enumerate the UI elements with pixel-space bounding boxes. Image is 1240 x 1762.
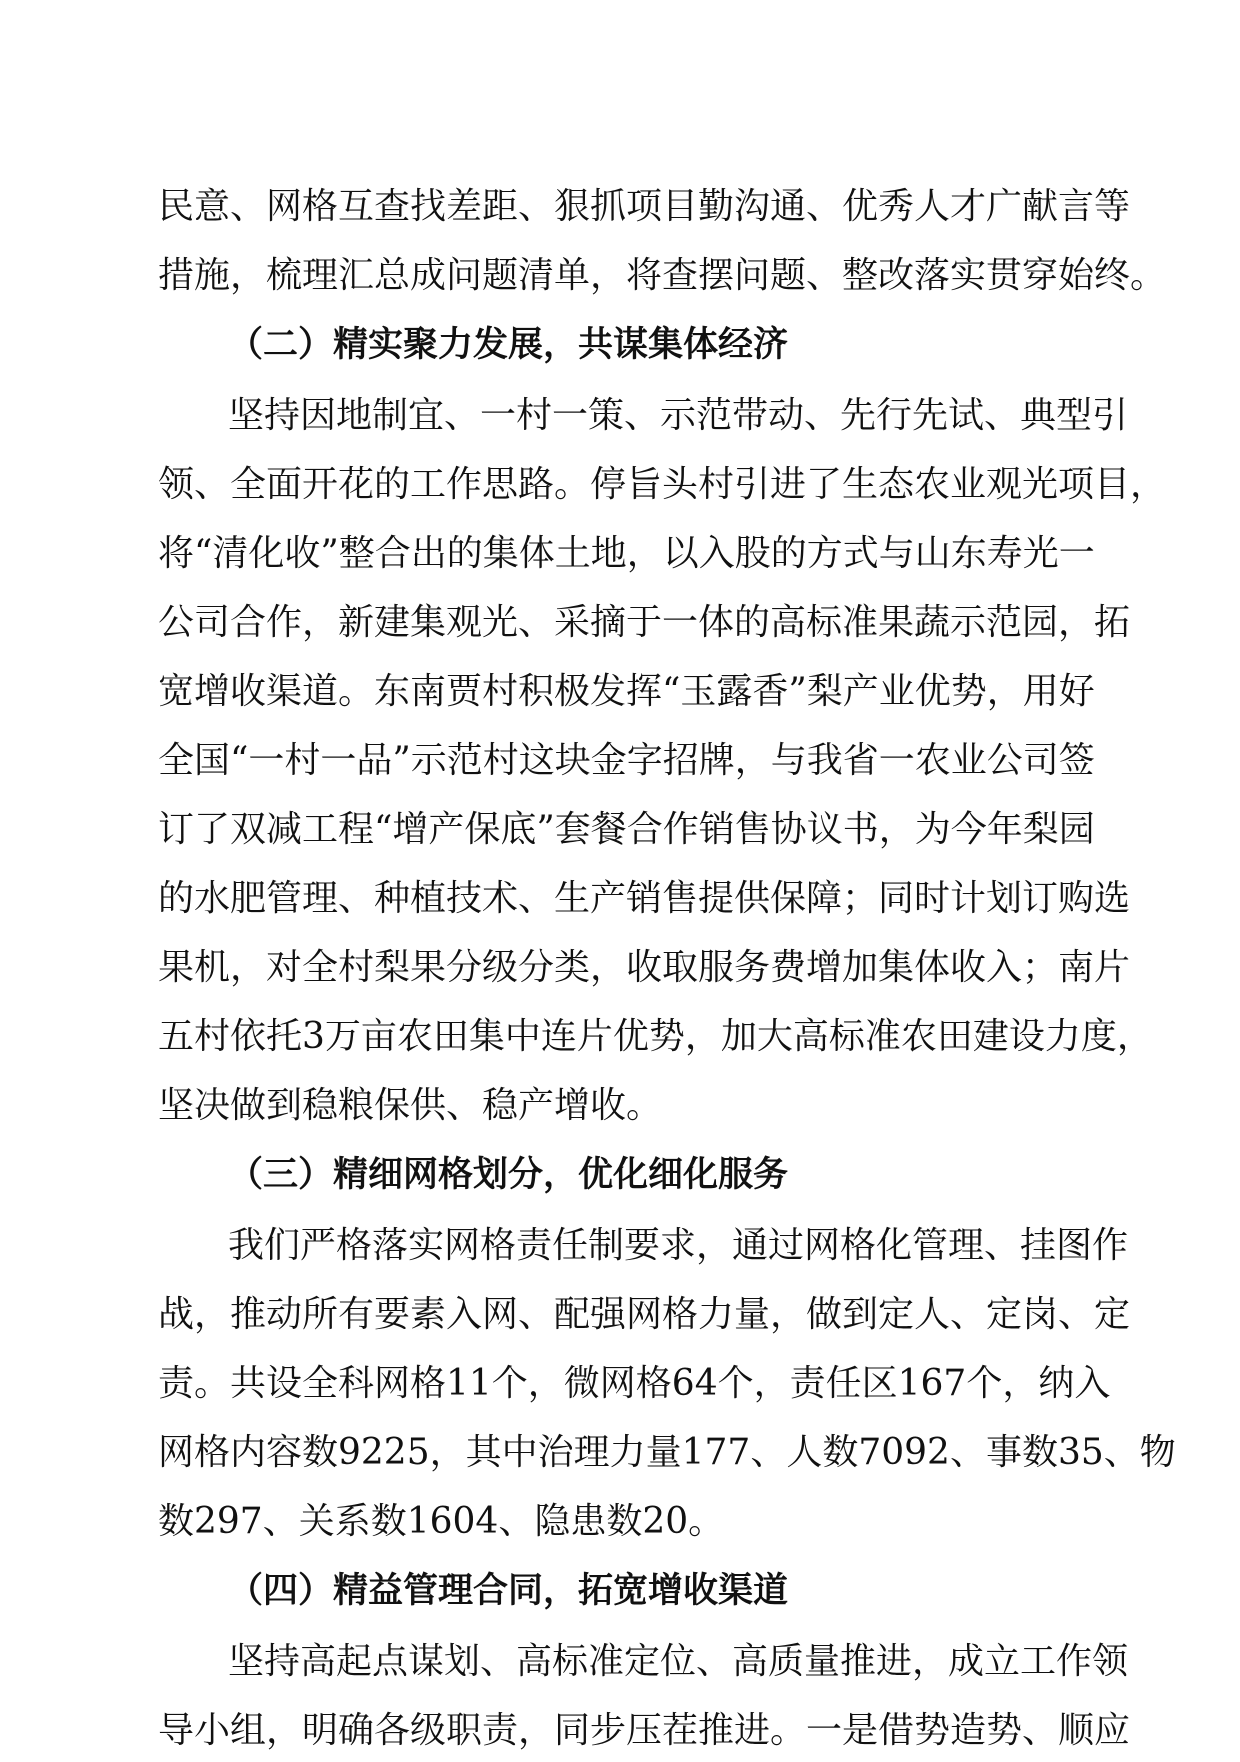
section-heading-3: （三）精细网格划分，优化细化服务 (228, 1155, 789, 1195)
paragraph-line: 五村依托3万亩农田集中连片优势，加大高标准农田建设力度， (158, 1016, 1153, 1057)
paragraph-line: 导小组，明确各级职责，同步压茬推进。一是借势造势、顺应 (158, 1710, 1131, 1751)
paragraph-line: 数297、关系数1604、隐患数20。 (158, 1501, 725, 1542)
paragraph-line: 责。共设全科网格11个，微网格64个，责任区167个，纳入 (158, 1363, 1111, 1404)
paragraph-line: 坚持高起点谋划、高标准定位、高质量推进，成立工作领 (228, 1641, 1129, 1682)
paragraph-line: 将“清化收”整合出的集体土地，以入股的方式与山东寿光一 (158, 533, 1095, 574)
paragraph-line: 网格内容数9225，其中治理力量177、人数7092、事数35、物 (158, 1432, 1176, 1473)
paragraph-line: 民意、网格互查找差距、狠抓项目勤沟通、优秀人才广献言等 (158, 186, 1131, 227)
paragraph-line: 我们严格落实网格责任制要求，通过网格化管理、挂图作 (228, 1225, 1129, 1266)
paragraph-line: 措施，梳理汇总成问题清单，将查摆问题、整改落实贯穿始终。 (158, 255, 1167, 296)
paragraph-line: 公司合作，新建集观光、采摘于一体的高标准果蔬示范园，拓 (158, 602, 1131, 643)
paragraph-line: 宽增收渠道。东南贾村积极发挥“玉露香”梨产业优势，用好 (158, 671, 1095, 712)
paragraph-line: 果机，对全村梨果分级分类，收取服务费增加集体收入；南片 (158, 947, 1131, 988)
paragraph-line: 战，推动所有要素入网、配强网格力量，做到定人、定岗、定 (158, 1294, 1131, 1335)
paragraph-line: 全国“一村一品”示范村这块金字招牌，与我省一农业公司签 (158, 740, 1095, 781)
paragraph-line: 坚决做到稳粮保供、稳产增收。 (158, 1085, 663, 1126)
paragraph-line: 订了双减工程“增产保底”套餐合作销售协议书，为今年梨园 (158, 809, 1095, 850)
section-heading-2: （二）精实聚力发展，共谋集体经济 (228, 325, 789, 365)
section-heading-4: （四）精益管理合同，拓宽增收渠道 (228, 1571, 789, 1611)
paragraph-line: 领、全面开花的工作思路。停旨头村引进了生态农业观光项目， (158, 464, 1167, 505)
paragraph-line: 的水肥管理、种植技术、生产销售提供保障；同时计划订购选 (158, 878, 1131, 919)
paragraph-line: 坚持因地制宜、一村一策、示范带动、先行先试、典型引 (228, 395, 1129, 436)
